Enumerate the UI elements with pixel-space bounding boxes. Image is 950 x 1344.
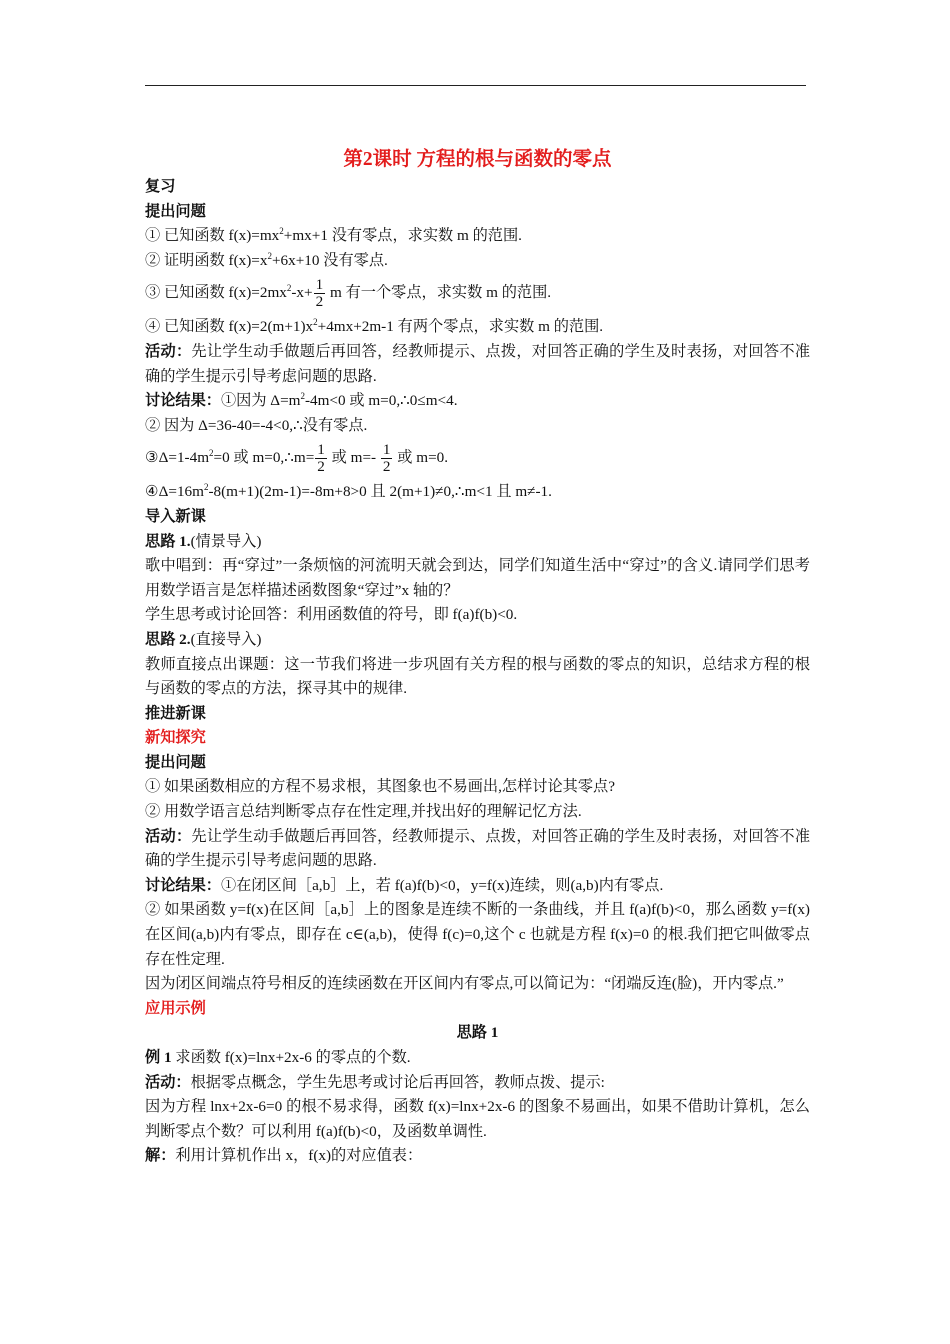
review-question-4: ④ 已知函数 $f(x)=2(m+1)x^2+4mx+2m-1$ 有两个零点，求实数 m 的范围. [145, 317, 604, 336]
advance-question-1: ① 如果函数相应的方程不易求根，其图象也不易画出,怎样讨论其零点? [145, 778, 615, 796]
fraction-one-half: $\frac{1}{2}$ [315, 276, 324, 311]
review-heading: 复习 [145, 178, 176, 195]
intro-idea-1-text: 歌中唱到：再“穿过”一条烦恼的河流明天就会到达，同学们知道生活中“穿过”的含义.请同学们思考用数学语言是怎样描述函数图象“穿过”x 轴的？ [145, 557, 810, 599]
intro-idea-2-text: 教师直接点出课题：这一节我们将进一步巩固有关方程的根与函数的零点的知识，总结求方程的根与函数的零点的方法，探寻其中的规律. [145, 655, 810, 698]
example-1-body: 因为方程 lnx+2x-6=0 的根不易求得，函数 f(x)=lnx+2x-6 的图象不易画出，如果不借助计算机，怎么判断零点个数？可以利用 f(a)f(b)<0，及函数单调性. [145, 1098, 810, 1140]
advance-result-3: 因为闭区间端点符号相反的连续函数在开区间内有零点,可以简记为：“闭端反连(脸)，开内零点.” [145, 975, 784, 993]
review-subheading: 提出问题 [145, 202, 206, 220]
review-result-3: $③\Delta=1-4m^2=0$ 或 m=0,∴m= $\frac{1}{2}$ 或 m=- $\frac{1}{2}$ 或 m=0. [145, 441, 449, 476]
intro-heading: 导入新课 [145, 507, 206, 525]
fraction-one-half: $\frac{1}{2}$ [317, 441, 325, 476]
example-1: 例 1 求函数 f(x)=lnx+2x-6 的零点的个数. [145, 1049, 411, 1066]
example-1-activity: 活动：根据零点概念，学生先思考或讨论后再回答，教师点拨、提示: [145, 1073, 605, 1091]
review-question-1: ① 已知函数 $f(x)=mx^2+mx+1$ 没有零点，求实数 m 的范围. [145, 226, 522, 245]
review-result-2: ② 因为 Δ=36-40=-4<0,∴没有零点. [145, 416, 368, 434]
advance-heading: 推进新课 [145, 704, 206, 722]
examples-idea-heading: 思路 1 [456, 1024, 499, 1042]
fraction-one-half: $\frac{1}{2}$ [382, 441, 391, 476]
review-result-4: $④\Delta=16m^2-8(m+1)(2m-1)=-8m+8>0$ 且 2(m+1)≠0,∴m<1 且 m≠-1. [145, 482, 552, 501]
advance-activity: 活动：先让学生动手做题后再回答，经教师提示、点拨，对回答正确的学生及时表扬，对回答不准确的学生提示引导考虑问题的思路. [145, 827, 811, 870]
review-question-2: ② 证明函数 $f(x)=x^2+6x+10$ 没有零点. [145, 250, 388, 269]
intro-idea-2-heading: 思路 2.(直接导入) [145, 630, 262, 648]
intro-idea-1-answer: 学生思考或讨论回答：利用函数值的符号，即 f(a)f(b)<0. [145, 606, 518, 624]
review-question-3: ③ 已知函数 $f(x)=2mx^2-x+$ $\frac{1}{2}$ m 有一个零点，求实数 m 的范围. [145, 276, 552, 311]
lesson-title: 第2课时 方程的根与函数的零点 [343, 149, 612, 170]
review-activity: 活动：先让学生动手做题后再回答，经教师提示、点拨，对回答正确的学生及时表扬，对回答不准确的学生提示引导考虑问题的思路. [145, 342, 811, 385]
advance-question-2: ② 用数学语言总结判断零点存在性定理,并找出好的理解记忆方法. [145, 803, 582, 821]
advance-result-2: ② 如果函数 y=f(x)在区间［a,b］上的图象是连续不断的一条曲线，并且 f(a)f(b)<0，那么函数 y=f(x)在区间(a,b)内有零点，即存在 c∈(a,b)，使得 f(c)=0,这个 c 也就是方程 f(x)=0 的根.我们把它叫做零点存在性定理. [145, 901, 810, 968]
review-result-1: 讨论结果：①因为 $\Delta=m^2-4m<0$ 或 m=0,∴0≤m<4. [145, 391, 458, 410]
example-1-solution: 解：利用计算机作出 x，f(x)的对应值表： [145, 1147, 423, 1165]
document-page [145, 145, 810, 1169]
explore-heading: 新知探究 [145, 729, 206, 747]
advance-result-1: 讨论结果：①在闭区间［a,b］上，若 f(a)f(b)<0，y=f(x)连续，则(a,b)内有零点. [145, 876, 664, 894]
examples-heading: 应用示例 [145, 999, 206, 1017]
header-rule [145, 85, 806, 86]
advance-subheading: 提出问题 [145, 753, 206, 771]
intro-idea-1-heading: 思路 1.(情景导入) [145, 532, 262, 550]
